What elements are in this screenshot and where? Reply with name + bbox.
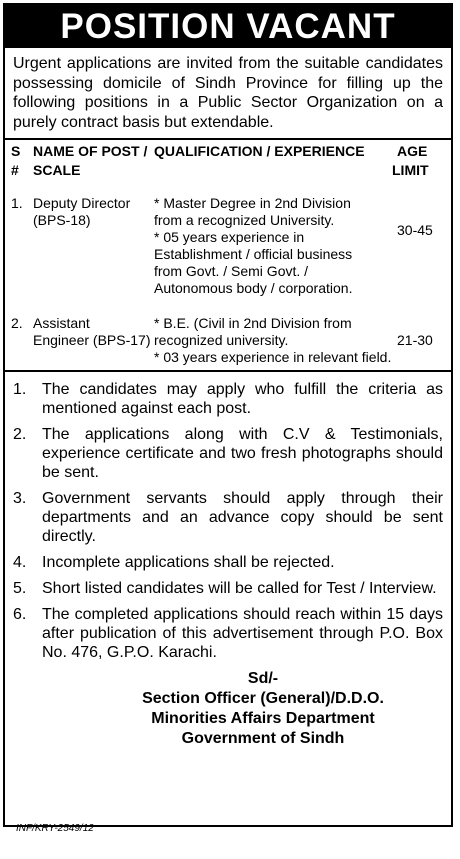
- header-age-line2: LIMIT: [392, 162, 429, 178]
- row-1-post-line1: Deputy Director: [33, 195, 131, 211]
- row-2-sno: 2.: [11, 315, 23, 331]
- note-text: The candidates may apply who fulfill the criteria as mentioned against each post.: [42, 381, 443, 417]
- note-text: The completed applications should reach within 15 days after publication of this advertisement through P.O. Box No. 476, G.P.O. Karachi.: [42, 606, 443, 661]
- row-1-qual-line: Autonomous body / corporation.: [154, 280, 353, 296]
- header-post-line1: NAME OF POST /: [33, 143, 148, 159]
- row-2-qual-line: * B.E. (Civil in 2nd Division from: [154, 315, 352, 331]
- row-1-sno: 1.: [11, 195, 23, 211]
- note-number: 6.: [13, 606, 27, 623]
- note-item: [13, 489, 443, 546]
- note-text: The applications along with C.V & Testimonials, experience certificate and two fresh photographs should be sent.: [42, 426, 443, 481]
- note-text: Government servants should apply through their departments and an advance copy should be sent directly.: [42, 490, 443, 545]
- notes-list: [5, 372, 451, 662]
- signature-government: Government of Sindh: [181, 730, 345, 747]
- row-2-qual-line: recognized university.: [154, 332, 289, 348]
- note-text: Short listed candidates will be called for Test / Interview.: [42, 580, 437, 597]
- note-item: [13, 425, 443, 482]
- note-number: 2.: [13, 426, 27, 443]
- header-sno-line1: S: [11, 143, 21, 159]
- note-number: 4.: [13, 554, 27, 571]
- row-1-qual-line: * Master Degree in 2nd Division: [154, 195, 351, 211]
- signature-designation: Section Officer (General)/D.D.O.: [142, 690, 384, 707]
- note-number: 3.: [13, 490, 27, 507]
- signature-sd: Sd/-: [247, 670, 279, 687]
- signature-department: Minorities Affairs Department: [151, 710, 375, 727]
- note-item: [13, 605, 443, 662]
- row-1-qual-line: from Govt. / Semi Govt. /: [154, 263, 309, 279]
- intro-paragraph: Urgent applications are invited from the suitable candidates possessing domicile of Sindh Province for filling up the following positions in a Public Sector Organization on a purely contract basis but extendable.: [13, 55, 443, 131]
- row-1-qual-line: from a recognized University.: [154, 212, 335, 228]
- row-1-qual-line: Establishment / official business: [154, 246, 353, 262]
- row-1-qual-line: * 05 years experience in: [154, 229, 305, 245]
- row-2-qual-line: * 03 years experience in relevant field.: [154, 349, 392, 365]
- positions-table: [5, 140, 451, 370]
- reference-code: INF/KRY-2549/12: [16, 823, 94, 834]
- ad-title: POSITION VACANT: [5, 5, 451, 48]
- note-text: Incomplete applications shall be rejected.: [42, 554, 335, 571]
- note-number: 5.: [13, 580, 27, 597]
- note-item: [13, 553, 443, 572]
- signature-block: [5, 669, 451, 749]
- note-number: 1.: [13, 381, 27, 398]
- header-age-line1: AGE: [397, 143, 428, 159]
- row-1-post-line2: (BPS-18): [33, 212, 91, 228]
- row-1-age: 30-45: [397, 222, 433, 238]
- advertisement-frame: [3, 3, 453, 827]
- row-2-age: 21-30: [397, 332, 433, 348]
- row-2-post-line1: Assistant: [33, 315, 90, 331]
- header-qualification: QUALIFICATION / EXPERIENCE: [154, 143, 365, 159]
- note-item: [13, 380, 443, 418]
- row-2-post-line2: Engineer (BPS-17): [33, 332, 151, 348]
- note-item: [13, 579, 443, 598]
- header-sno-line2: #: [11, 162, 19, 178]
- header-post-line2: SCALE: [33, 162, 81, 178]
